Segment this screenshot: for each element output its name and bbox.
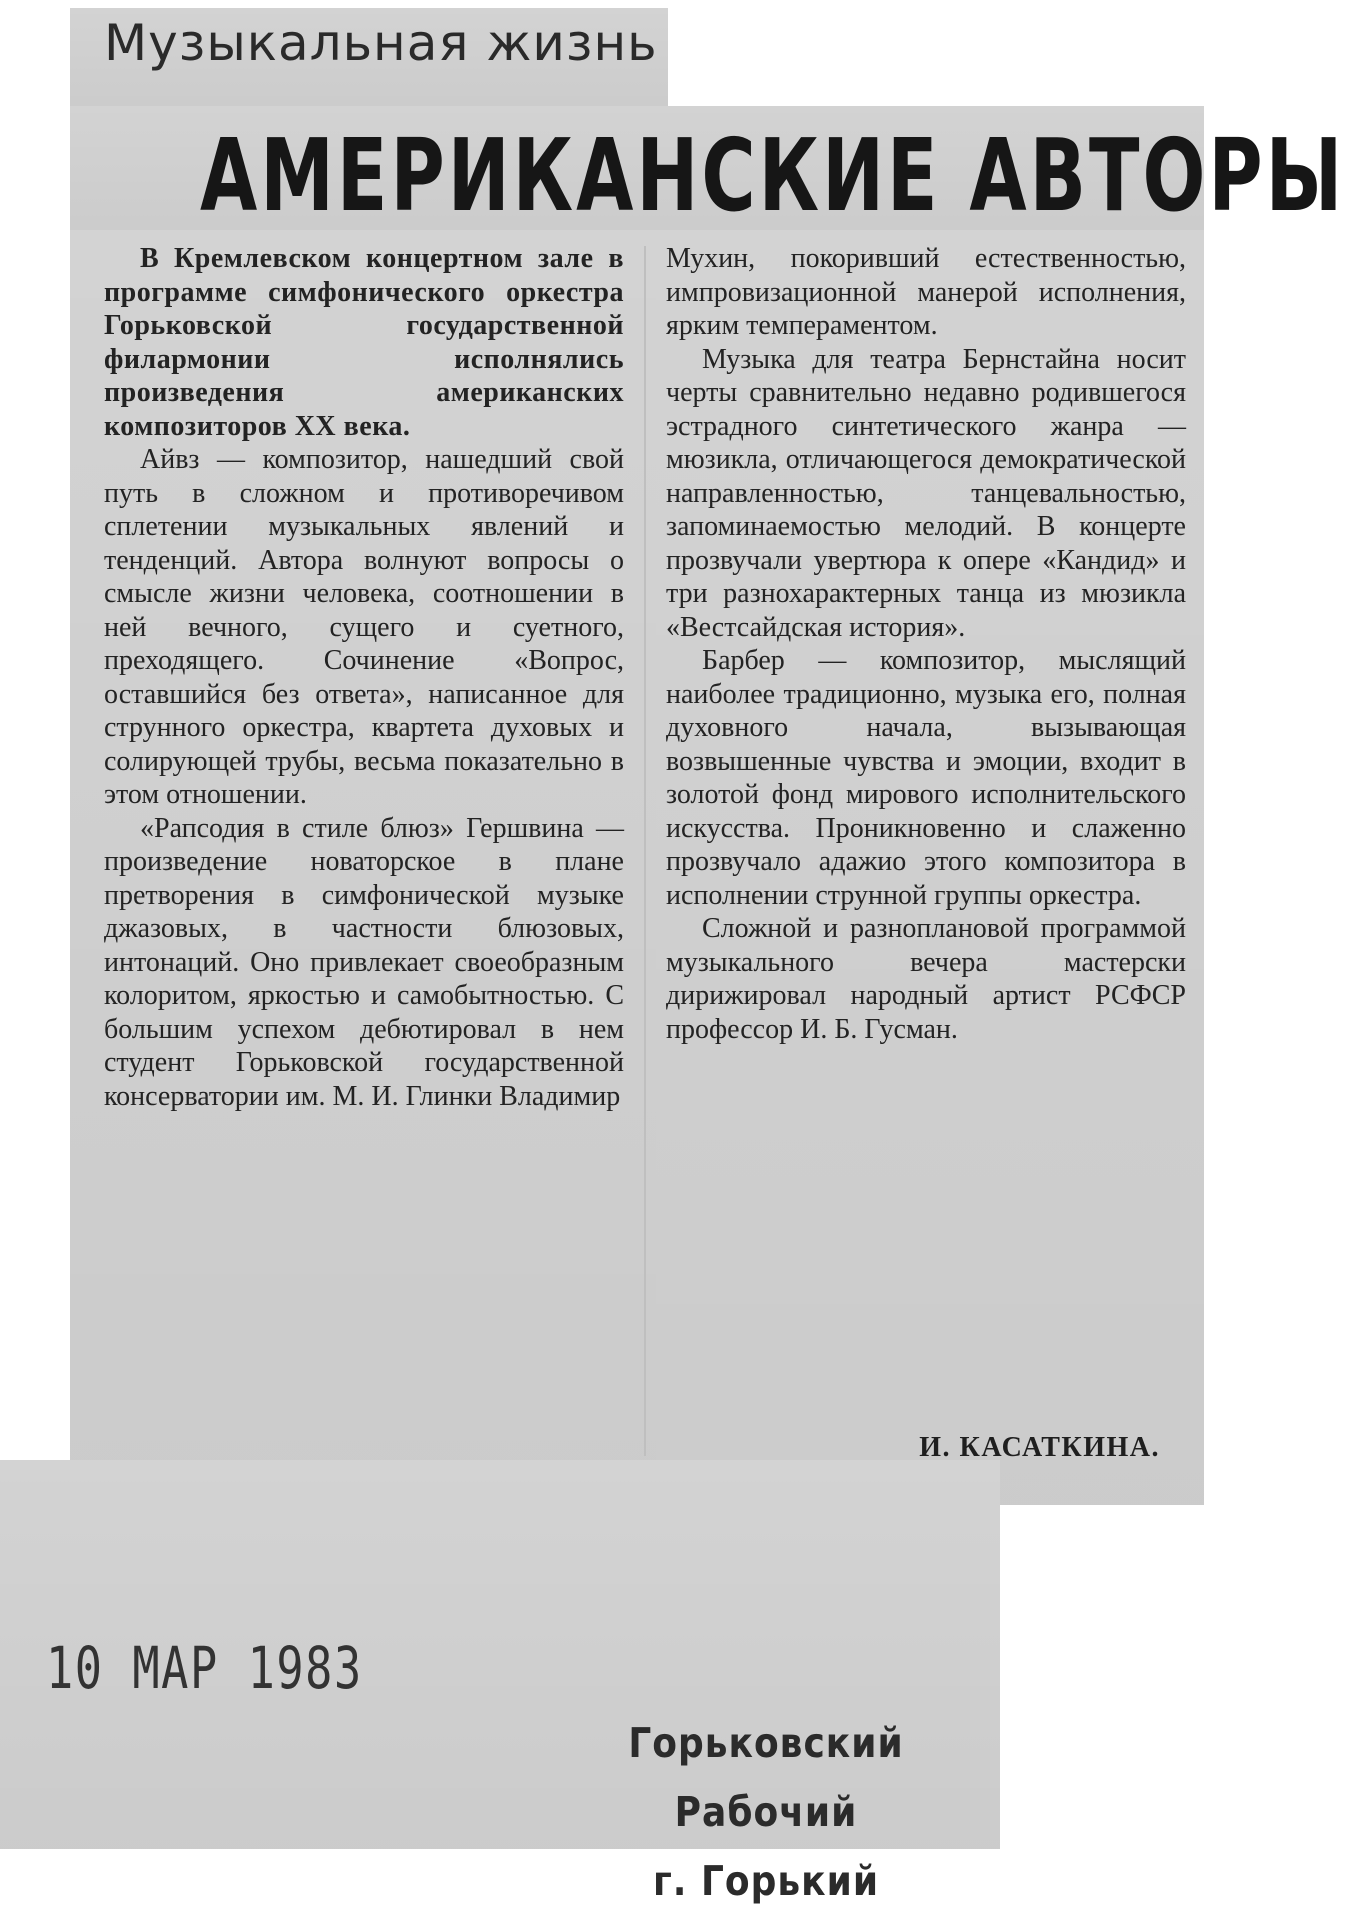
article-paragraph: Музыка для театра Бернстайна носит черты сравнительно недавно родившегося эстрадного синтетического жанра — мюзикла, отличающегося демократической направленностью, танцевальностью, запоминаемостью мелодий. В концерте прозвучали увертюра к опере «Кандид» и три разнохарактерных танца из мюзикла «Вестсайдская история». — [666, 343, 1186, 643]
article-title: АМЕРИКАНСКИЕ АВТОРЫ — [200, 118, 1345, 235]
column-divider — [644, 246, 646, 1456]
article-paragraph: Айвз — композитор, нашедший свой путь в сложном и противоречивом сплетении музыкальных явлений и тенденций. Автора волнуют вопросы о смысле жизни человека, соотношении в ней вечного, сущего и суетного, преходящего. Сочинение «Вопрос, оставшийся без ответа», написанное для струнного оркестра, квартета духовых и солирующей трубы, весьма показательно в этом отношении. — [104, 444, 624, 810]
article-lead-paragraph: В Кремлевском концертном зале в программе симфонического оркестра Горьковской государственной филармонии исполнялись произведения американских композиторов XX века. — [104, 243, 624, 442]
article-right-column — [666, 242, 1186, 1046]
section-header: Музыкальная жизнь — [104, 14, 658, 72]
article-paragraph-continued: Мухин, покоривший естественностью, импровизационной манерой исполнения, ярким темпераментом. — [666, 243, 1186, 341]
newspaper-name: Горьковский Рабочий — [628, 1720, 904, 1837]
article-paragraph: «Рапсодия в стиле блюз» Гершвина — произведение новаторское в плане претворения в симфонической музыке джазовых, в частности блюзовых, интонаций. Оно привлекает своеобразным колоритом, яркостью и самобытностью. С большим успехом дебютировал в нем студент Горьковской государственной консерватории им. М. И. Глинки Владимир — [104, 812, 624, 1112]
article-left-column — [104, 242, 624, 1113]
newspaper-city: г. Горький — [652, 1858, 880, 1906]
article-paragraph: Барбер — композитор, мыслящий наиболее традиционно, музыка его, полная духовного начала, вызывающая возвышенные чувства и эмоции, входит в золотой фонд мирового исполнительского искусства. Проникновенно и слаженно прозвучало адажио этого композитора в исполнении струнной группы оркестра. — [666, 645, 1186, 911]
date-stamp: 10 МАР 1983 — [46, 1634, 363, 1702]
article-paragraph: Сложной и разноплановой программой музыкального вечера мастерски дирижировал народный артист РСФСР профессор И. Б. Гусман. — [666, 913, 1186, 1045]
article-author: И. КАСАТКИНА. — [919, 1432, 1160, 1463]
newspaper-stamp — [556, 1710, 976, 1917]
